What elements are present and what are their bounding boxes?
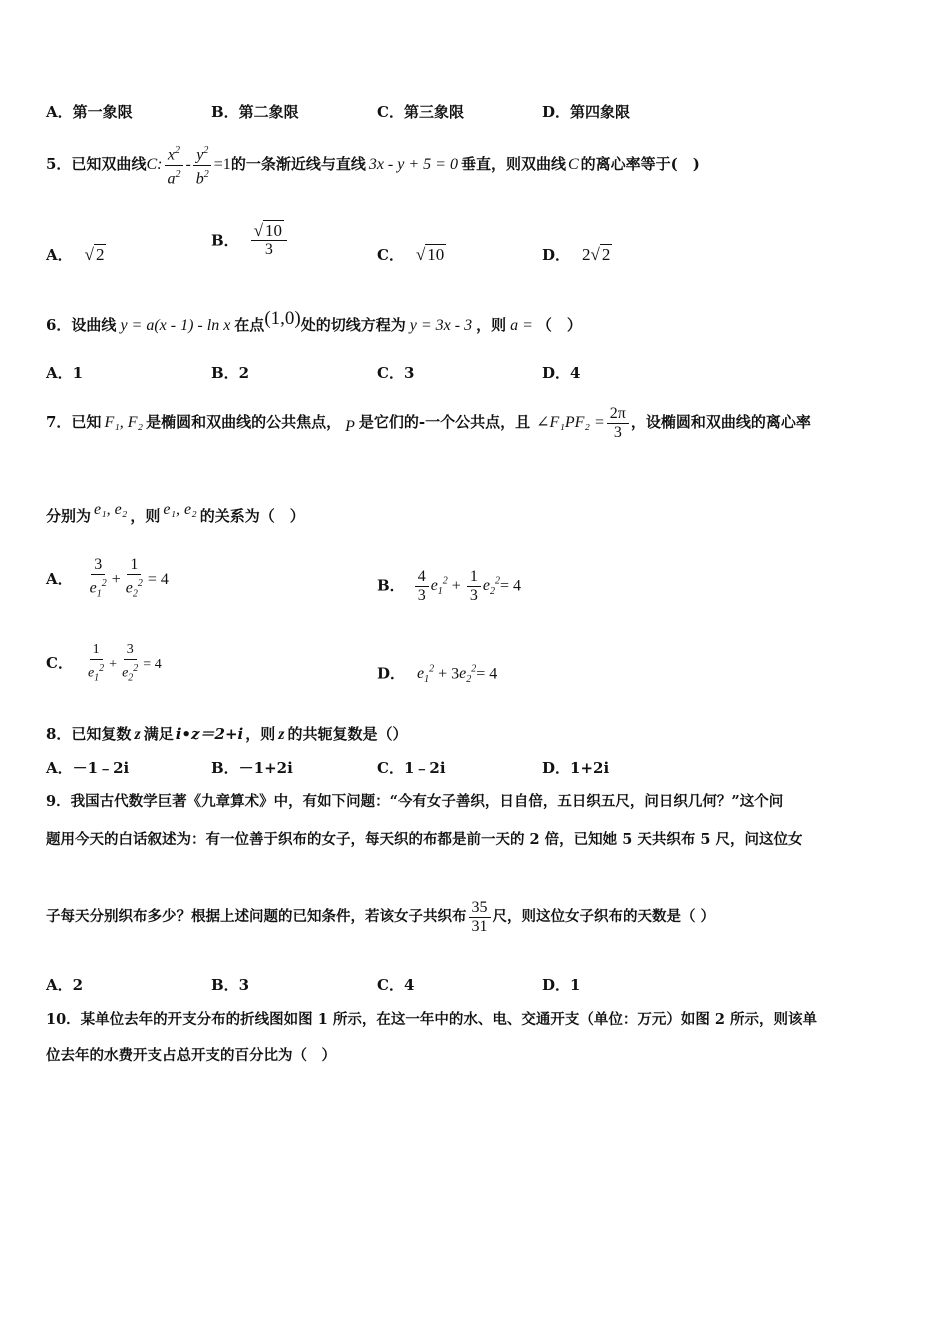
- q9-line3: 子每天分别织布多少？根据上述问题的已知条件，若该女子共织布 $\frac{35}{31}$ 尺，则这位女子织布的天数是（ ）: [46, 898, 716, 935]
- q6-option-c: C．3: [377, 364, 415, 382]
- q9-line2: 题用今天的白话叙述为：有一位善于织布的女子，每天织的布都是前一天的 2 倍，已知她 5 天共织布 5 尺，问这位女: [46, 831, 803, 848]
- q5-c-radicand: 10: [427, 245, 445, 264]
- q5-end: 的离心率等于( ): [580, 155, 700, 173]
- q9-frac-den: 31: [471, 917, 488, 935]
- q7-stem-line1: 7．已知 F₁, F₂ 是椭圆和双曲线的公共焦点， P 是它们的-一个公共点，且 ∠F₁PF₂ = $\frac{2\pi}{3}$ ，设椭圆和双曲线的离心率: [46, 404, 811, 441]
- q7-angle-num: 2π: [607, 405, 629, 424]
- q5-suffix: 垂直，则双曲线: [460, 155, 566, 173]
- q9-option-d: D．1: [542, 976, 581, 994]
- q7-e12-a: e₁, e₂: [94, 501, 128, 518]
- q9-option-a: A．2: [46, 976, 84, 994]
- q10-line1: 10．某单位去年的开支分布的折线图如图 1 所示，在这一年中的水、电、交通开支（单位：万元）如图 2 所示，则该单: [46, 1011, 818, 1028]
- q5-option-b: B． $\frac{√ 10}{3}$: [211, 222, 289, 259]
- q6-option-d: D．4: [542, 364, 581, 382]
- q7-option-b: B． $\frac{4}{3}$ $e_1^2$ + $\frac{1}{3}$ $e_2^2= 4$: [377, 567, 521, 604]
- q7-stem-line2: 分别为 e₁, e₂ ，则 e₁, e₂ 的关系为（ ）: [46, 501, 305, 525]
- q4-option-a: A．第一象限: [46, 103, 133, 121]
- q9-option-b: B．3: [211, 976, 250, 994]
- q6-stem: 6．设曲线 y = a(x - 1) - ln x 在点(1,0)处的切线方程为 y = 3x - 3 ，则 a = （ ）: [46, 308, 582, 334]
- q10-line2: 位去年的水费开支占总开支的百分比为（ ）: [46, 1047, 336, 1064]
- q8-option-d: D．1+2i: [542, 759, 610, 777]
- q7-option-c: C． $\frac{1}{e_1^2}$ + $\frac{3}{e_2^2}$ = 4: [46, 642, 162, 684]
- q9-line1: 9．我国古代数学巨著《九章算术》中，有如下问题：“今有女子善织，日自倍，五日织五尺，问日织几何？”这个问: [46, 793, 784, 810]
- q8-option-c: C．1﹣2i: [377, 759, 446, 777]
- q5-b-den: 3: [264, 241, 273, 258]
- q7-P: P: [345, 418, 355, 435]
- q5-d-radicand: 2: [601, 245, 611, 264]
- q7-foci: F₁, F₂: [104, 414, 144, 431]
- q8-stem: 8．已知复数 z 满足 i•z＝2+i ，则 z 的共轭复数是（）: [46, 725, 408, 743]
- q4-option-c: C．第三象限: [377, 103, 464, 121]
- q7-e12-b: e₁, e₂: [163, 501, 197, 518]
- q6-point: (1,0): [264, 308, 301, 329]
- q5-y2-over-b2: $\frac{y^2}{b^2}$: [193, 142, 212, 188]
- q4-option-b: B．第二象限: [211, 103, 299, 121]
- q5-d-coef: 2: [582, 245, 591, 264]
- q5-C: C: [567, 156, 579, 173]
- q9-frac-num: 35: [469, 899, 491, 918]
- q5-curve-label: C:: [146, 156, 163, 173]
- q6-option-a: A．1: [46, 364, 84, 382]
- q5-option-a: A． √ 2: [46, 245, 105, 264]
- q5-prefix: 5．已知双曲线: [46, 155, 147, 173]
- q4-option-d: D．第四象限: [542, 103, 631, 121]
- q8-equation: i•z＝2+i: [175, 725, 244, 743]
- q6-curve-eq: y = a(x - 1) - ln x: [120, 317, 231, 334]
- q8-option-a: A．－1﹣2i: [46, 759, 130, 777]
- q6-a: a =: [510, 317, 533, 334]
- q5-b-radicand: 10: [265, 221, 283, 240]
- q7-angle-den: 3: [613, 423, 622, 441]
- q8-option-b: B．－1+2i: [211, 759, 293, 777]
- q7-angle: ∠F₁PF₂ =: [536, 414, 605, 431]
- q9-option-c: C．4: [377, 976, 415, 994]
- q5-line-eq: 3x - y + 5 = 0: [368, 156, 458, 173]
- q5-a-radicand: 2: [95, 245, 105, 264]
- q5-stem: 5．已知双曲线C: $\frac{x^2}{a^2}$ - $\frac{y^2}{b^2}$ =1的一条渐近线与直线 3x - y + 5 = 0 垂直，则双曲线 C 的离心率等于( ): [46, 140, 700, 189]
- q6-tangent-eq: y = 3x - 3: [409, 317, 473, 334]
- q7-option-a: A． $\frac{3}{e_1^2}$ + $\frac{1}{e_2^2}$ = 4: [46, 556, 169, 600]
- q5-x2-over-a2: $\frac{x^2}{a^2}$: [164, 142, 183, 188]
- q5-option-c: C． √ 10: [377, 245, 445, 264]
- q5-option-d: D． 2√ 2: [542, 245, 611, 264]
- q5-mid: 的一条渐近线与直线: [230, 155, 366, 173]
- q6-option-b: B．2: [211, 364, 250, 382]
- q7-option-d: D． $e_1^2 + 3e_2^2= 4$: [377, 664, 498, 686]
